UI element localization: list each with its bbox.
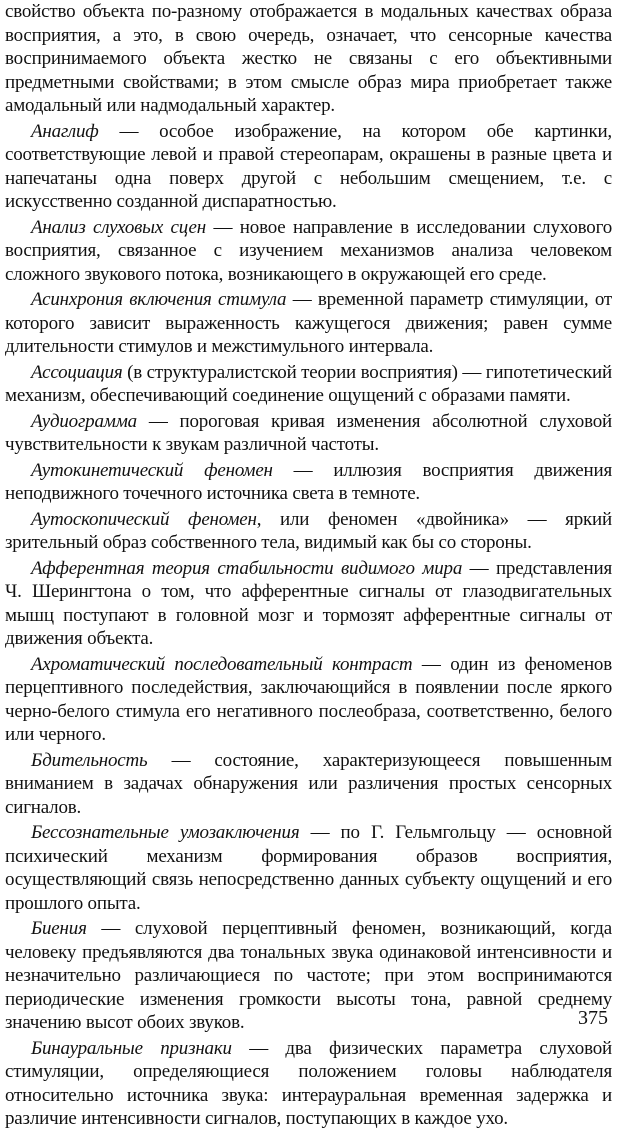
glossary-entry [5, 653, 612, 747]
entry-definition: (в структуралистской теории восприятия) — гипотетический механизм, обеспечивающий соединение ощущений с образами памяти. [5, 361, 612, 406]
entry-term: Биения [31, 918, 87, 939]
entry-term: Ахроматический последовательный контраст [31, 653, 413, 675]
glossary-entry [5, 821, 612, 915]
glossary-entry [5, 917, 612, 1035]
entry-definition: — слуховой перцептивный феномен, возникающий, когда человеку предъявляются два тональных звука одинаковой интенсивности и незначительно различающиеся по частоте; при этом воспринимаются периодические изменения громкости высоты тона, равной среднему значению высот обоих звуков. [5, 918, 612, 1033]
entry-definition: , или феномен «двойника» — яркий зрительный образ собственного тела, видимый как бы со стороны. [5, 508, 612, 553]
entry-term: Аудиограмма [31, 410, 137, 432]
entry-term: Афферентная теория стабильности видимого мира [31, 557, 463, 579]
glossary-entry [5, 288, 612, 359]
entry-definition: — иллюзия восприятия движения неподвижного точечного источника света в темноте. [5, 459, 612, 504]
entry-definition: — состояние, характеризующееся повышенным вниманием в задачах обнаружения или различения простых сенсорных сигналов. [5, 749, 612, 818]
entry-term: Бессознательные умозаключения [31, 822, 300, 843]
glossary-entry [5, 749, 612, 820]
entry-term: Анализ слуховых сцен [31, 216, 207, 238]
entry-definition: — один из феноменов перцептивного последействия, заключающийся в появлении после яркого черно-белого стимула его негативного послеобраза, соответственно, белого или черного. [5, 653, 613, 745]
glossary-entry [5, 557, 612, 651]
glossary-entry [5, 459, 612, 506]
entry-term: Аутокинетический феномен [31, 459, 273, 481]
entry-term: Аутоскопический феномен [31, 508, 257, 530]
glossary-entry [5, 410, 612, 457]
glossary-entry [5, 1037, 612, 1131]
entry-term: Анаглиф [31, 120, 99, 142]
entry-definition: — новое направление в исследовании слухового восприятия, связанное с изучением механизмов анализа человеком сложного звукового потока, возникающего в окружающей его среде. [5, 216, 612, 285]
glossary-entry [5, 361, 612, 408]
entry-definition: — два физических параметра слуховой стимуляции, определяющиеся положением головы наблюдателя относительно источника звука: интерауральная временная задержка и различие интенсивности сигналов, поступающих в каждое ухо. [5, 1037, 612, 1129]
entry-term: Асинхрония включения стимула [31, 289, 287, 310]
entry-term: Бинауральные признаки [31, 1037, 232, 1059]
entry-definition: — пороговая кривая изменения абсолютной слуховой чувствительности к звукам различной частоты. [5, 410, 612, 455]
entry-definition: — временной параметр стимуляции, от которого зависит выраженность кажущегося движения; равен сумме длительности стимулов и межстимульного интервала. [5, 289, 612, 357]
entry-definition: — особое изображение, на котором обе картинки, соответствующие левой и правой стереопарам, окрашены в разные цвета и напечатаны одна поверх другой с небольшим смещением, т.е. с искусственно созданной диспаратностью. [5, 120, 612, 212]
continued-paragraph: свойство объекта по-разному отображается в модальных качествах образа восприятия, а это, в свою очередь, означает, что сенсорные качества воспринимаемого объекта жестко не связаны с его объективными предметными свойствами; в этом смысле образ мира приобретает также амодальный или надмодальный характер. [5, 1, 612, 116]
glossary-entry [5, 216, 612, 287]
entry-term: Ассоциация [31, 361, 123, 383]
entry-definition: — представления Ч. Шерингтона о том, что афферентные сигналы от глазодвигательных мышц поступают в головной мозг и тормозят афферентные сигналы от движения объекта. [5, 557, 612, 649]
glossary-text [5, 0, 612, 1131]
glossary-entry [5, 120, 612, 214]
entry-definition: — по Г. Гельмгольцу — основной психический механизм формирования образов восприятия, осуществляющий связь непосредственно данных субъекту ощущений и его прошлого опыта. [5, 822, 612, 914]
entry-term: Бдительность [31, 749, 148, 771]
glossary-entry [5, 508, 612, 555]
page-number: 375 [578, 1006, 608, 1029]
